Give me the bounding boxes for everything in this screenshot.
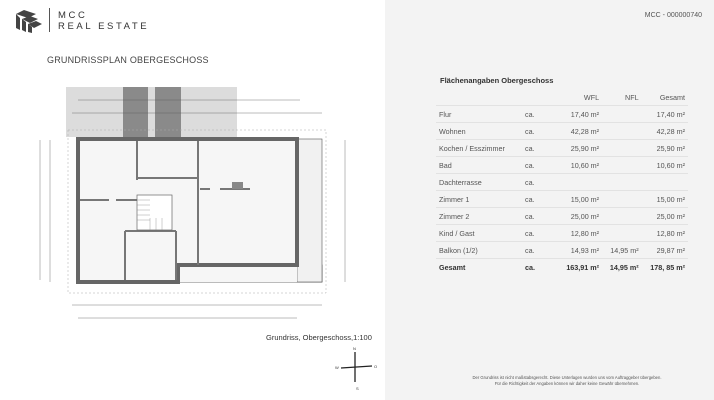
- cell-wfl: [558, 174, 602, 191]
- cell-label: Flur: [436, 106, 522, 123]
- header-total: Gesamt: [659, 92, 685, 102]
- cell-nfl: [602, 225, 642, 242]
- cell-ca: ca.: [522, 123, 558, 140]
- cell-ca: ca.: [522, 174, 558, 191]
- cell-total: 178, 85 m²: [642, 259, 688, 276]
- table-row: [436, 157, 688, 174]
- compass-west: W: [335, 365, 339, 370]
- header-ca: [522, 89, 558, 106]
- table-row: [436, 123, 688, 140]
- cell-total: 10,60 m²: [642, 157, 688, 174]
- header-wfl: WFL: [583, 92, 600, 102]
- cell-ca: ca.: [522, 225, 558, 242]
- cell-ca: ca.: [522, 208, 558, 225]
- cell-nfl: [602, 123, 642, 140]
- cell-ca: ca.: [522, 140, 558, 157]
- cell-nfl: 14,95 m²: [602, 242, 642, 259]
- cell-nfl: [602, 191, 642, 208]
- plan-caption: Grundriss, Obergeschoss,1:100: [266, 333, 372, 342]
- cell-total: 29,87 m²: [642, 242, 688, 259]
- cell-nfl: [602, 157, 642, 174]
- cell-nfl: [602, 140, 642, 157]
- areas-title: Flächenangaben Obergeschoss: [440, 76, 554, 85]
- header-nfl: NFL: [625, 92, 639, 102]
- cell-ca: ca.: [522, 106, 558, 123]
- cell-label: Gesamt: [436, 259, 522, 276]
- cell-nfl: [602, 208, 642, 225]
- disclaimer-line1: Der Grundriss ist nicht maßstabsgerecht. Diese Unterlagen wurden uns vom Auftraggeber übergeben.: [472, 375, 662, 380]
- table-row: [436, 140, 688, 157]
- cell-wfl: 12,80 m²: [558, 225, 602, 242]
- table-row: [436, 208, 688, 225]
- table-row: [436, 242, 688, 259]
- cell-label: Bad: [436, 157, 522, 174]
- cell-ca: ca.: [522, 191, 558, 208]
- disclaimer: [420, 375, 714, 387]
- cell-label: Dachterrasse: [436, 174, 522, 191]
- cell-total: [642, 174, 688, 191]
- cell-wfl: 163,91 m²: [558, 259, 602, 276]
- cell-label: Balkon (1/2): [436, 242, 522, 259]
- cell-wfl: 15,00 m²: [558, 191, 602, 208]
- cell-total: 42,28 m²: [642, 123, 688, 140]
- cell-wfl: 25,90 m²: [558, 140, 602, 157]
- cell-wfl: 42,28 m²: [558, 123, 602, 140]
- cell-label: Zimmer 2: [436, 208, 522, 225]
- disclaimer-line2: Für die Richtigkeit der Angaben können wir daher keine Gewähr übernehmen.: [494, 381, 640, 386]
- total-row: [436, 259, 688, 276]
- cell-total: 25,00 m²: [642, 208, 688, 225]
- cell-ca: ca.: [522, 259, 558, 276]
- cell-nfl: [602, 106, 642, 123]
- brand-line2: REAL ESTATE: [58, 21, 150, 32]
- cell-wfl: 25,00 m²: [558, 208, 602, 225]
- cell-wfl: 14,93 m²: [558, 242, 602, 259]
- areas-table: [436, 89, 688, 275]
- cell-wfl: 17,40 m²: [558, 106, 602, 123]
- cell-nfl: 14,95 m²: [602, 259, 642, 276]
- table-row: [436, 191, 688, 208]
- table-row: [436, 225, 688, 242]
- object-id: MCC - 000000740: [644, 12, 702, 19]
- cell-label: Zimmer 1: [436, 191, 522, 208]
- cell-label: Wohnen: [436, 123, 522, 140]
- compass-south: S: [356, 386, 359, 391]
- cell-label: Kochen / Esszimmer: [436, 140, 522, 157]
- header-label: [436, 89, 522, 106]
- cell-wfl: 10,60 m²: [558, 157, 602, 174]
- table-row: [436, 174, 688, 191]
- cell-nfl: [602, 174, 642, 191]
- cell-label: Kind / Gast: [436, 225, 522, 242]
- compass-north: N: [353, 346, 356, 351]
- cell-total: 25,90 m²: [642, 140, 688, 157]
- cell-total: 12,80 m²: [642, 225, 688, 242]
- cell-total: 15,00 m²: [642, 191, 688, 208]
- table-row: [436, 106, 688, 123]
- plan-title: GRUNDRISSPLAN OBERGESCHOSS: [47, 55, 209, 65]
- cell-ca: ca.: [522, 242, 558, 259]
- cell-ca: ca.: [522, 157, 558, 174]
- compass-east: O: [374, 364, 378, 369]
- cell-total: 17,40 m²: [642, 106, 688, 123]
- compass-icon: [341, 352, 372, 382]
- brand-line1: MCC: [58, 10, 88, 21]
